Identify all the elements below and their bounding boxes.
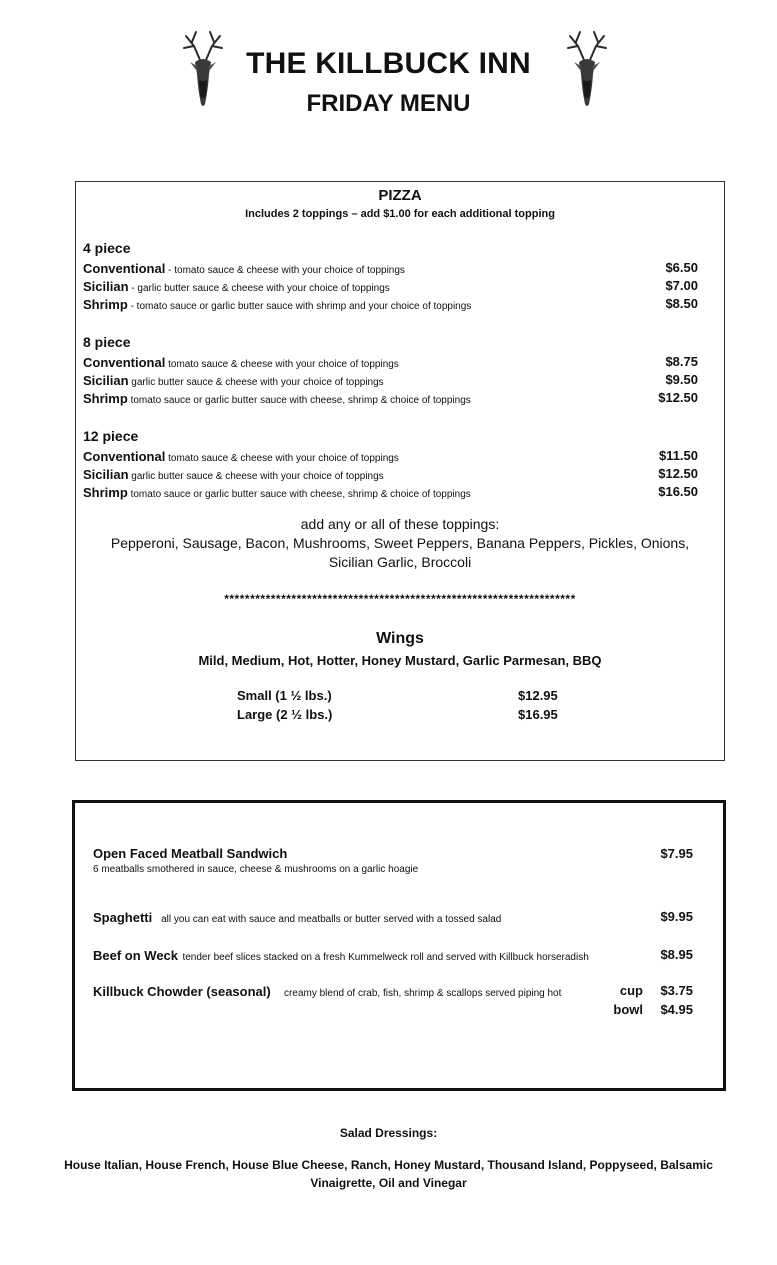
item-price: $9.50 [665,372,698,387]
item-price: $12.50 [658,390,698,405]
item-price: $8.95 [660,947,693,962]
toppings-intro: add any or all of these toppings: [300,516,500,532]
item-name: Killbuck Chowder (seasonal) [93,984,271,999]
pizza-wings-section [75,181,725,761]
item-name: Conventional [83,261,166,276]
menu-item [93,846,723,875]
toppings-list-line-1: Pepperoni, Sausage, Bacon, Mushrooms, Sweet Peppers, Banana Peppers, Pickles, Onions, [110,535,690,551]
item-description: - tomato sauce & cheese with your choice of toppings [165,265,405,276]
item-description: creamy blend of crab, fish, shrimp & scallops served piping hot [284,988,562,999]
size-heading-4-piece: 4 piece [83,240,131,256]
item-name: Shrimp [83,297,128,312]
pizza-heading: PIZZA [378,187,422,204]
item-name: Sicilian [83,467,129,482]
menu-item [83,372,724,390]
bowl-price: $4.95 [660,1002,693,1017]
menu-item [83,354,724,372]
wings-flavors: Mild, Medium, Hot, Hotter, Honey Mustard, Garlic Parmesan, BBQ [198,653,602,668]
item-description: tomato sauce & cheese with your choice of toppings [165,453,399,464]
size-heading-12-piece: 12 piece [83,428,139,444]
menu-item [83,466,724,484]
size-heading-8-piece: 8 piece [83,334,131,350]
item-description: garlic butter sauce & cheese with your choice of toppings [128,377,384,388]
menu-title: THE KILLBUCK INN [246,47,531,80]
item-description: - garlic butter sauce & cheese with your choice of toppings [128,283,390,294]
wings-heading: Wings [376,630,424,647]
item-description: tender beef slices stacked on a fresh Kummelweck roll and served with Killbuck horseradish [182,952,589,963]
item-price: $11.50 [658,448,698,463]
item-name: Sicilian [83,279,129,294]
item-name: Shrimp [83,391,128,406]
menu-item [93,909,723,927]
menu-item [83,448,724,466]
toppings-list-line-2: Sicilian Garlic, Broccoli [328,554,472,570]
item-description: - tomato sauce or garlic butter sauce with shrimp and your choice of toppings [127,301,472,312]
item-description: tomato sauce & cheese with your choice of toppings [165,359,399,370]
menu-item [83,260,724,278]
entrees-section [72,800,726,1091]
item-description: tomato sauce or garlic butter sauce with cheese, shrimp & choice of toppings [127,489,471,500]
item-name: Open Faced Meatball Sandwich [93,846,288,861]
item-price: $7.95 [660,846,693,861]
menu-item [83,296,724,314]
cup-price: $3.75 [660,983,693,998]
pizza-note: Includes 2 toppings – add $1.00 for each additional topping [245,208,555,220]
menu-item [93,947,723,965]
item-name: Sicilian [83,373,129,388]
item-name: Shrimp [83,485,128,500]
item-description: garlic butter sauce & cheese with your choice of toppings [128,471,384,482]
item-price: $9.95 [660,909,693,924]
bowl-label: bowl [613,1002,643,1017]
salad-dressings-list: House Italian, House French, House Blue Cheese, Ranch, Honey Mustard, Thousand Island, Poppyseed, Balsamic Vinaigrette, Oil and Vinegar [64,1158,713,1190]
menu-item [83,390,724,408]
item-price: $8.50 [665,296,698,311]
wings-size-price: $12.95 [518,688,558,703]
item-name: Beef on Weck [93,948,179,963]
item-description: all you can eat with sauce and meatballs or butter served with a tossed salad [161,914,502,925]
item-name: Spaghetti [93,910,153,925]
separator: ******************************************************************** [224,592,576,606]
wings-size-label: Large (2 ½ lbs.) [237,707,333,722]
item-price: $6.50 [665,260,698,275]
item-price: $7.00 [665,278,698,293]
item-price: $12.50 [658,466,698,481]
item-price: $8.75 [665,354,698,369]
menu-item [83,484,724,502]
menu-item [83,278,724,296]
menu-item [93,983,723,1017]
wings-size-price: $16.95 [518,707,558,722]
wings-size-label: Small (1 ½ lbs.) [237,688,332,703]
salad-dressings-heading: Salad Dressings: [339,1126,438,1140]
menu-subtitle: FRIDAY MENU [306,90,471,117]
item-price: $16.50 [658,484,698,499]
item-name: Conventional [83,355,166,370]
item-description: 6 meatballs smothered in sauce, cheese & mushrooms on a garlic hoagie [93,864,419,875]
cup-label: cup [619,983,643,998]
item-name: Conventional [83,449,166,464]
item-description: tomato sauce or garlic butter sauce with cheese, shrimp & choice of toppings [127,395,471,406]
